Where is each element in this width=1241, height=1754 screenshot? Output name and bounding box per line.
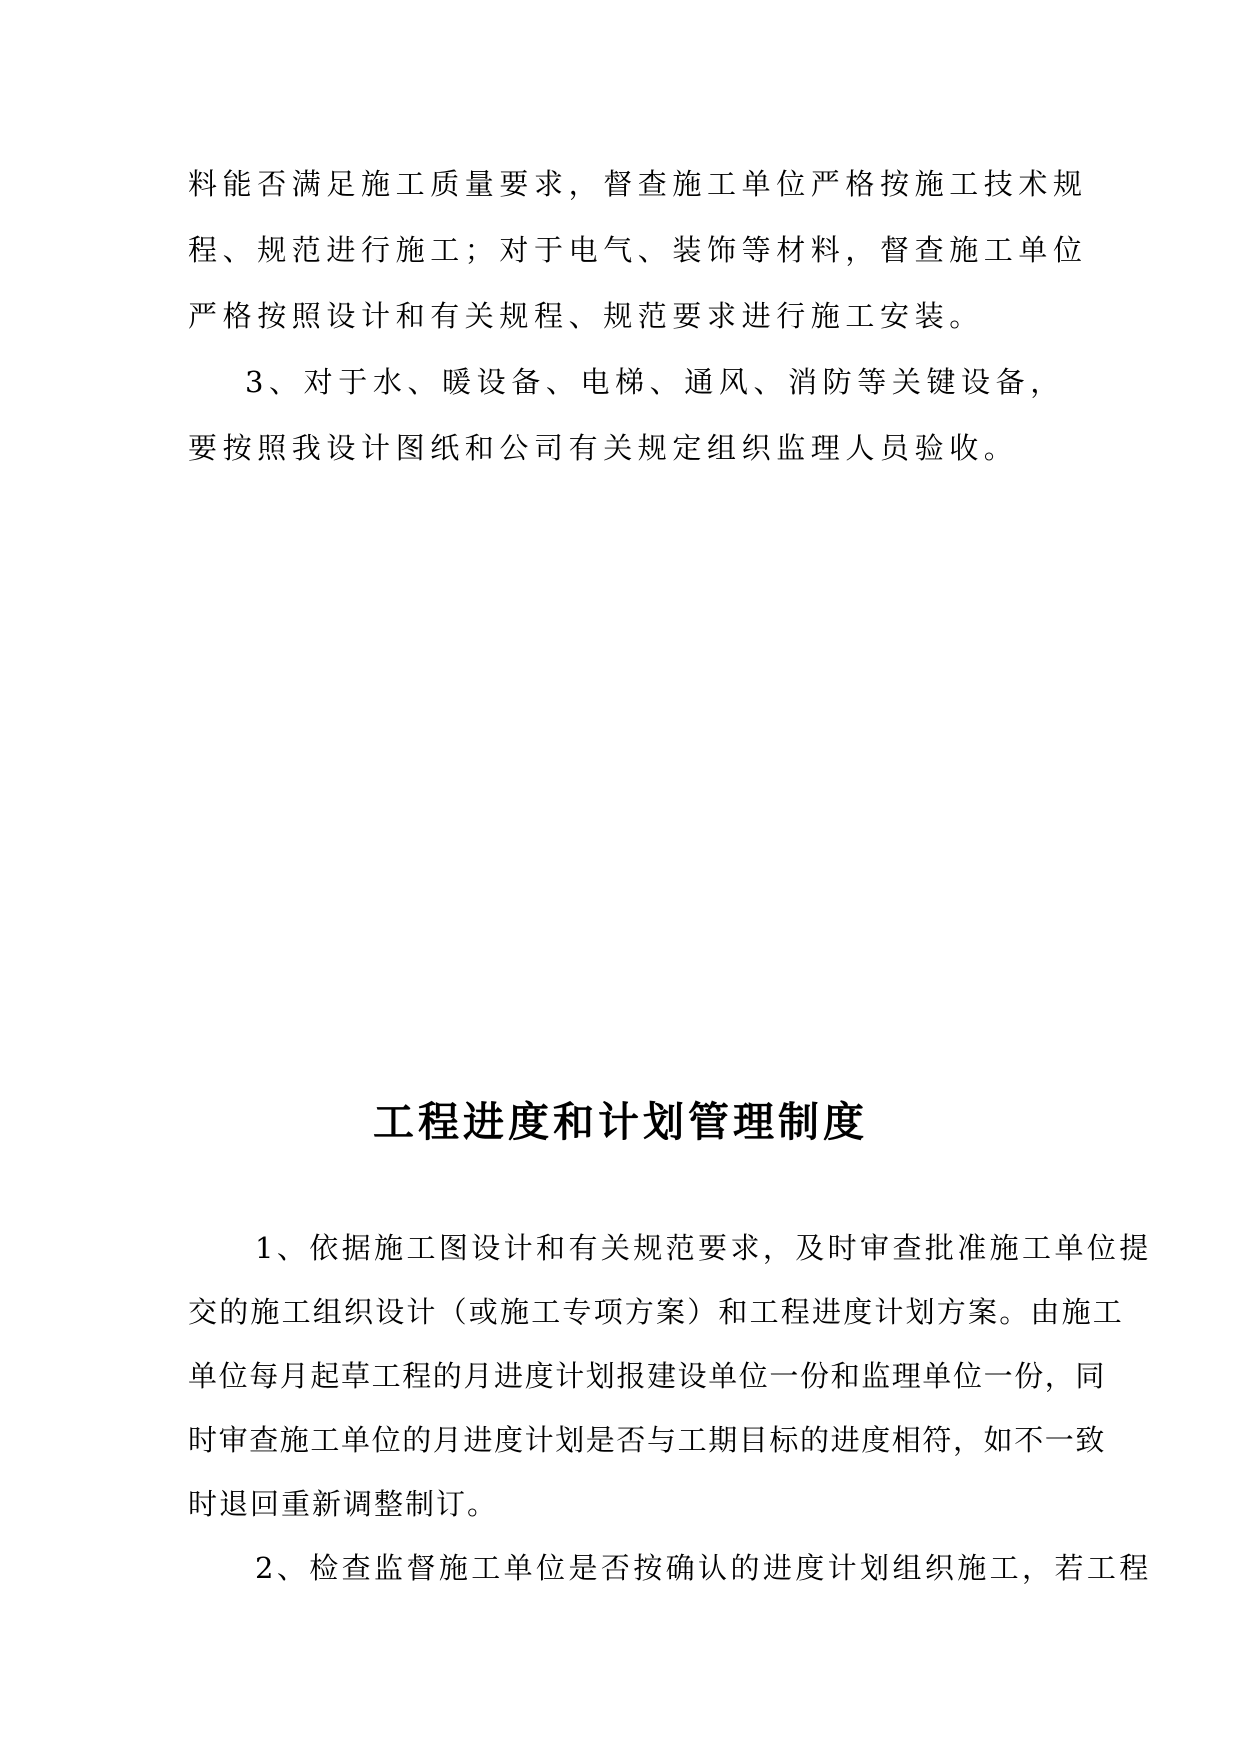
paragraph-line: 交的施工组织设计（或施工专项方案）和工程进度计划方案。由施工 bbox=[188, 1295, 1125, 1329]
paragraph-line: 1、依据施工图设计和有关规范要求，及时审查批准施工单位提 bbox=[255, 1231, 1152, 1265]
paragraph-line: 3、对于水、暖设备、电梯、通风、消防等关键设备， bbox=[245, 365, 1065, 399]
paragraph-line: 料能否满足施工质量要求，督查施工单位严格按施工技术规 bbox=[188, 167, 1088, 201]
paragraph-line: 时审查施工单位的月进度计划是否与工期目标的进度相符，如不一致 bbox=[188, 1423, 1107, 1457]
paragraph-line: 2、检查监督施工单位是否按确认的进度计划组织施工，若工程 bbox=[255, 1551, 1152, 1585]
section-title: 工程进度和计划管理制度 bbox=[373, 1098, 868, 1146]
paragraph-line: 时退回重新调整制订。 bbox=[188, 1487, 499, 1521]
paragraph-line: 单位每月起草工程的月进度计划报建设单位一份和监理单位一份，同 bbox=[188, 1359, 1107, 1393]
paragraph-line: 程、规范进行施工；对于电气、装饰等材料，督查施工单位 bbox=[188, 233, 1088, 267]
paragraph-line: 要按照我设计图纸和公司有关规定组织监理人员验收。 bbox=[188, 431, 1019, 465]
paragraph-line: 严格按照设计和有关规程、规范要求进行施工安装。 bbox=[188, 299, 984, 333]
